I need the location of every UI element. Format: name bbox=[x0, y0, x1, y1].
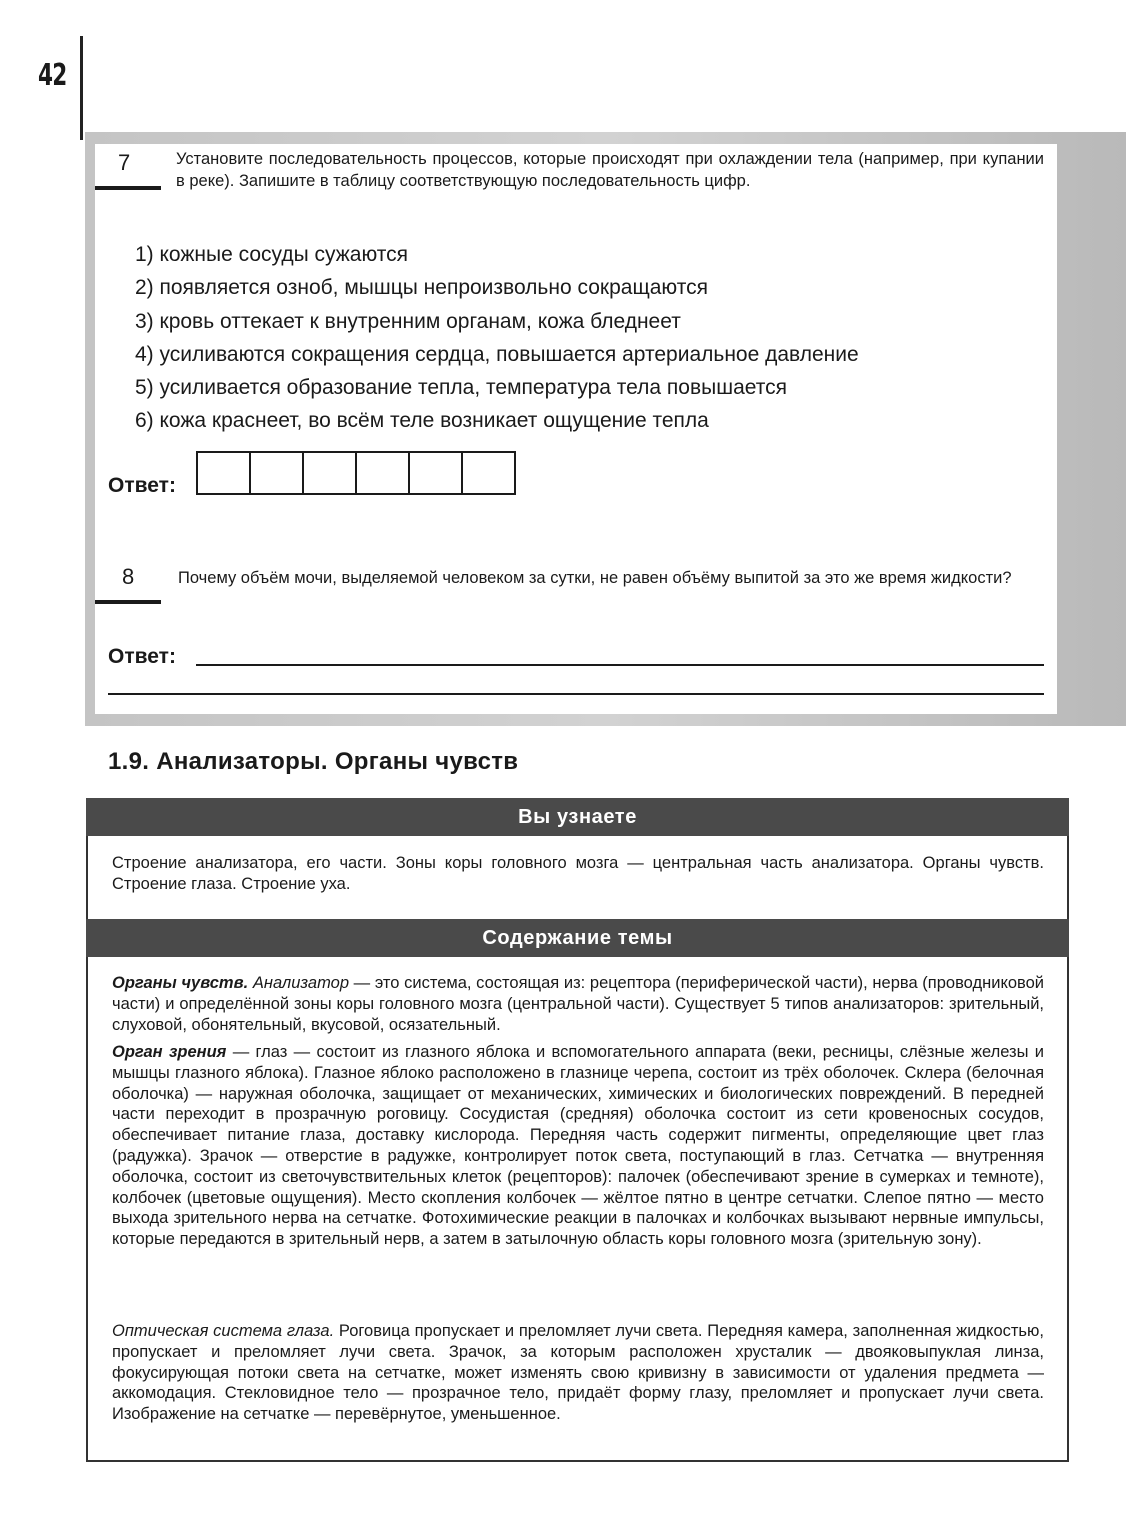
option-6: 6) кожа краснеет, во всём теле возникает ощущение тепла bbox=[135, 409, 709, 433]
answer-cell[interactable] bbox=[357, 453, 410, 493]
task-7-answer-label: Ответ: bbox=[108, 474, 176, 497]
answer-cell[interactable] bbox=[304, 453, 357, 493]
option-2: 2) появляется озноб, мышцы непроизвольно сокращаются bbox=[135, 276, 708, 300]
page-number: 42 bbox=[38, 58, 67, 93]
paragraph-1-text: — это система, состоящая из: рецептора (периферической части), нерва (проводниковой части) и определённой зоны коры головного мозга (центральной части). Существует 5 типов анализаторов: зрительный, слуховой, обонятельный, вкусовой, осязательный. bbox=[112, 974, 1044, 1034]
answer-cell[interactable] bbox=[198, 453, 251, 493]
term-sense-organs: Органы чувств. bbox=[112, 974, 249, 992]
task-8-answer-label: Ответ: bbox=[108, 645, 176, 668]
content-header: Содержание темы bbox=[86, 919, 1069, 957]
option-5: 5) усиливается образование тепла, температура тела повышается bbox=[135, 376, 787, 400]
term-optical-system: Оптическая система глаза. bbox=[112, 1322, 335, 1340]
paragraph-2-text: — глаз — состоит из глазного яблока и вспомогательного аппарата (веки, ресницы, слёзные железы и мышцы глазного яблока). Глазное яблоко расположено в глазнице черепа, состоит из трёх оболочек. Склера (белочная оболочка) — наружная оболочка, защищает от механических, химических и биологических повреждений. В передней части переходит в прозрачную роговицу. Сосудистая (средняя) оболочка состоит из сети кровеносных сосудов, обеспечивает питание глаза, доставку кислорода. Передняя часть содержит пигменты, определяющие цвет глаз (радужка). Зрачок — отверстие в радужке, контролирует поток света, поступающий в глаз. Сетчатка — внутренняя оболочка, состоит из светочувствительных клеток (рецепторов): палочек (обеспечивают зрение в сумерках и темноте), колбочек (цветовые ощущения). Место скопления колбочек — жёлтое пятно в центре сетчатки. Слепое пятно — место выхода зрительного нерва на сетчатке. Фотохимические реакции в палочках и колбочках вызывают нервные импульсы, которые передаются в зрительный нерв, а затем в затылочную область коры головного мозга (зрительную зону). bbox=[112, 1043, 1044, 1249]
task-7-options bbox=[135, 238, 1035, 438]
option-1: 1) кожные сосуды сужаются bbox=[135, 243, 409, 266]
answer-cell[interactable] bbox=[251, 453, 304, 493]
answer-line-1[interactable] bbox=[196, 664, 1044, 666]
term-analyzer: Анализатор bbox=[252, 974, 349, 992]
paragraph-organ-of-vision bbox=[112, 1042, 1044, 1250]
task-8-number: 8 bbox=[122, 564, 135, 589]
learn-text: Строение анализатора, его части. Зоны коры головного мозга — центральная часть анализатора. Органы чувств. Строение глаза. Строение уха. bbox=[112, 854, 1044, 893]
task-8-question: Почему объём мочи, выделяемой человеком за сутки, не равен объёму выпитой за это же время жидкости? bbox=[178, 569, 1012, 587]
option-3: 3) кровь оттекает к внутренним органам, кожа бледнеет bbox=[135, 309, 681, 333]
paragraph-sense-organs bbox=[112, 973, 1044, 1036]
learn-header: Вы узнаете bbox=[86, 798, 1069, 836]
answer-cell[interactable] bbox=[410, 453, 463, 493]
answer-line-2[interactable] bbox=[108, 693, 1044, 695]
task-7-answer-grid bbox=[196, 451, 516, 495]
task-7-question: Установите последовательность процессов, которые происходят при охлаждении тела (например, при купании в реке). Запишите в таблицу соответствующую последовательность цифр. bbox=[176, 150, 1044, 190]
paragraph-3-text: Роговица пропускает и преломляет лучи света. Передняя камера, заполненная жидкостью, пропускает и преломляет лучи света. Зрачок, за которым расположен хрусталик — двояковыпуклая линза, фокусирующая потоки света на сетчатке, может изменять свою кривизну в зависимости от удаления предмета — аккомодация. Стекловидное тело — прозрачное тело, придаёт форму глазу, преломляет и пропускает лучи света. Изображение на сетчатке — перевёрнутое, уменьшенное. bbox=[112, 1322, 1044, 1424]
section-title: 1.9. Анализаторы. Органы чувств bbox=[108, 748, 519, 775]
task-7-number: 7 bbox=[118, 150, 131, 175]
option-4: 4) усиливаются сокращения сердца, повышается артериальное давление bbox=[135, 342, 859, 366]
paragraph-optical-system bbox=[112, 1321, 1044, 1425]
term-organ-of-vision: Орган зрения bbox=[112, 1043, 227, 1061]
task-8-marker bbox=[95, 600, 161, 604]
margin-rule bbox=[80, 36, 83, 140]
task-7-marker bbox=[95, 186, 161, 190]
answer-cell[interactable] bbox=[463, 453, 514, 493]
